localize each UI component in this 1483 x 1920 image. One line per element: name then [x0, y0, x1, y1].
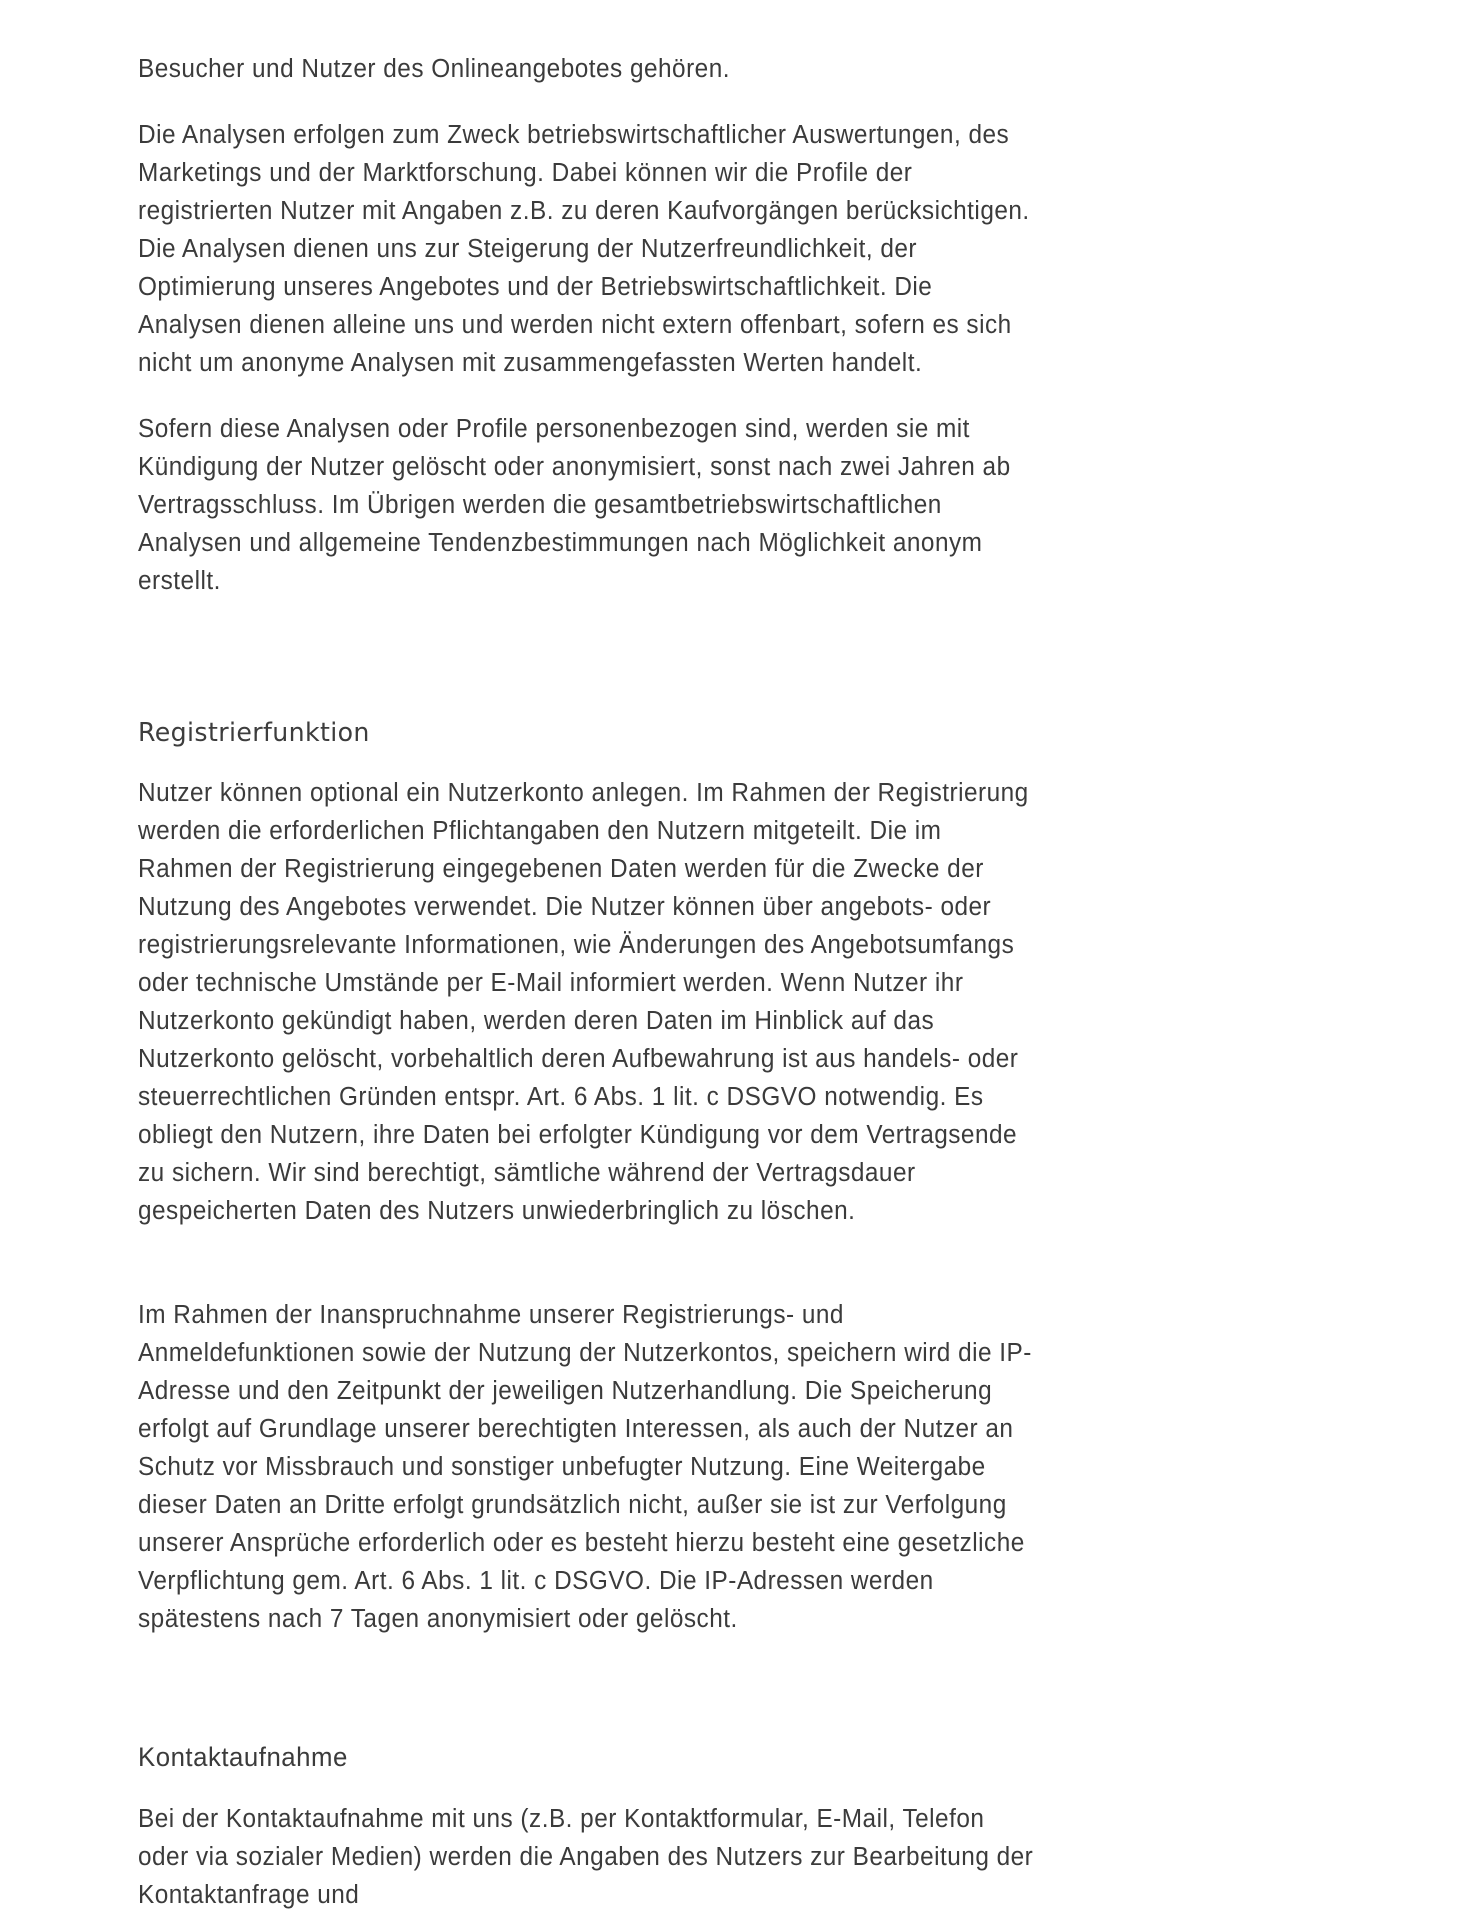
heading-registrierfunktion: Registrierfunktion: [138, 718, 370, 748]
document-text-column: [138, 0, 1078, 1914]
paragraph-analysen-zweck: Die Analysen erfolgen zum Zweck betriebswirtschaftlicher Auswertungen, des Marketings und der Marktforschung. Dabei können wir die Profile der registrierten Nutzer mit Angaben z.B. zu deren Kaufvorgängen berücksichtigen. Die Analysen dienen uns zur Steigerung der Nutzerfreundlichkeit, der Optimierung unseres Angebotes und der Betriebswirtschaftlichkeit. Die Analysen dienen alleine uns und werden nicht extern offenbart, sofern es sich nicht um anonyme Analysen mit zusammengefassten Werten handelt.: [138, 121, 1037, 377]
paragraph-kontaktaufnahme-1: Bei der Kontaktaufnahme mit uns (z.B. per Kontaktformular, E-Mail, Telefon oder via sozialer Medien) werden die Angaben des Nutzers zur Bearbeitung der Kontaktanfrage und: [138, 1805, 1041, 1909]
paragraph-registrierfunktion-2: Im Rahmen der Inanspruchnahme unserer Registrierungs- und Anmeldefunktionen sowie der Nutzung der Nutzerkontos, speichern wird die IP-Adresse und den Zeitpunkt der jeweiligen Nutzerhandlung. Die Speicherung erfolgt auf Grundlage unserer berechtigten Interessen, als auch der Nutzer an Schutz vor Missbrauch und sonstiger unbefugter Nutzung. Eine Weitergabe dieser Daten an Dritte erfolgt grundsätzlich nicht, außer sie ist zur Verfolgung unserer Ansprüche erforderlich oder es besteht hierzu besteht eine gesetzliche Verpflichtung gem. Art. 6 Abs. 1 lit. c DSGVO. Die IP-Adressen werden spätestens nach 7 Tagen anonymisiert oder gelöscht.: [138, 1301, 1033, 1633]
heading-kontaktaufnahme: Kontaktaufnahme: [138, 1742, 348, 1772]
paragraph-continuation: Besucher und Nutzer des Onlineangebotes gehören.: [138, 55, 730, 83]
paragraph-personenbezogene-analysen: Sofern diese Analysen oder Profile personenbezogen sind, werden sie mit Kündigung der Nutzer gelöscht oder anonymisiert, sonst nach zwei Jahren ab Vertragsschluss. Im Übrigen werden die gesamtbetriebswirtschaftlichen Analysen und allgemeine Tendenzbestimmungen nach Möglichkeit anonym erstellt.: [138, 415, 1018, 595]
paragraph-registrierfunktion-1: Nutzer können optional ein Nutzerkonto anlegen. Im Rahmen der Registrierung werden die erforderlichen Pflichtangaben den Nutzern mitgeteilt. Die im Rahmen der Registrierung eingegebenen Daten werden für die Zwecke der Nutzung des Angebotes verwendet. Die Nutzer können über angebots- oder registrierungsrelevante Informationen, wie Änderungen des Angebotsumfangs oder technische Umstände per E-Mail informiert werden. Wenn Nutzer ihr Nutzerkonto gekündigt haben, werden deren Daten im Hinblick auf das Nutzerkonto gelöscht, vorbehaltlich deren Aufbewahrung ist aus handels- oder steuerrechtlichen Gründen entspr. Art. 6 Abs. 1 lit. c DSGVO notwendig. Es obliegt den Nutzern, ihre Daten bei erfolgter Kündigung vor dem Vertragsende zu sichern. Wir sind berechtigt, sämtliche während der Vertragsdauer gespeicherten Daten des Nutzers unwiederbringlich zu löschen.: [138, 779, 1036, 1225]
